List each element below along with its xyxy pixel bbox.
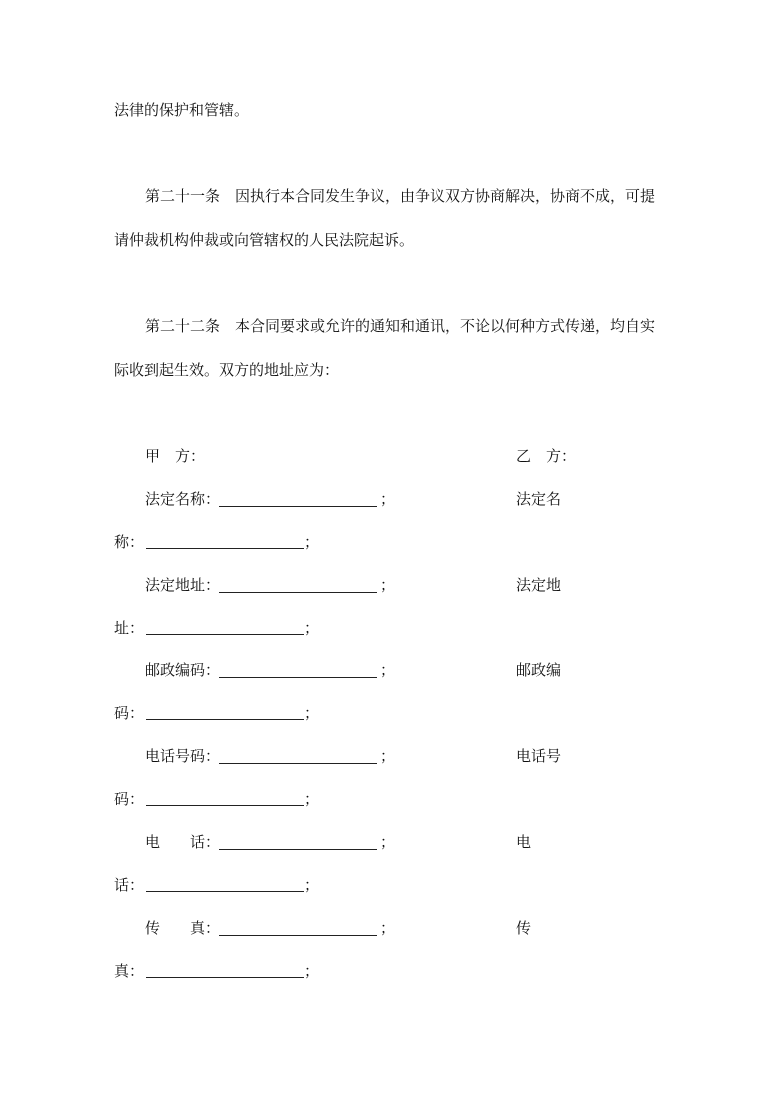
party-b-phone-number-label: 电话号 [516,747,562,765]
paragraph-continuation: 法律的保护和管辖。 [114,101,250,119]
party-b-legal-address-label: 法定地 [516,576,562,594]
semicolon: ； [380,490,396,508]
party-b-phone-number-blank[interactable] [146,805,304,806]
party-b-telephone-blank[interactable] [146,891,304,892]
party-a-fax-blank[interactable] [219,935,377,936]
party-a-fax-label: 传 真： [145,919,221,937]
party-a-postal-code-blank[interactable] [219,677,377,678]
party-b-legal-name-label-cont: 称： [114,533,145,551]
party-b-fax-label: 传 [516,919,532,937]
party-a-legal-address-label: 法定地址： [145,576,221,594]
party-a-legal-address-blank[interactable] [219,592,377,593]
semicolon: ； [380,576,396,594]
semicolon: ； [380,919,396,937]
party-a-telephone-blank[interactable] [219,849,377,850]
party-b-legal-address-label-cont: 址： [114,619,145,637]
party-b-title: 乙 方： [516,447,577,465]
party-a-legal-name-label: 法定名称： [145,490,221,508]
party-a-phone-number-label: 电话号码： [145,747,221,765]
party-b-legal-address-blank[interactable] [146,634,304,635]
article-21-line-1: 第二十一条 因执行本合同发生争议，由争议双方协商解决，协商不成，可提 [145,187,656,205]
semicolon: ； [304,533,320,551]
party-b-fax-blank[interactable] [146,977,304,978]
party-a-postal-code-label: 邮政编码： [145,661,221,679]
party-b-postal-code-blank[interactable] [146,719,304,720]
party-b-legal-name-label: 法定名 [516,490,562,508]
party-b-postal-code-label-cont: 码： [114,704,145,722]
article-21-line-2: 请仲裁机构仲裁或向管辖权的人民法院起诉。 [114,231,415,249]
semicolon: ； [304,704,320,722]
article-22-line-2: 际收到起生效。双方的地址应为： [114,361,340,379]
party-a-title: 甲 方： [145,447,206,465]
semicolon: ； [380,747,396,765]
party-b-telephone-label-cont: 话： [114,876,145,894]
semicolon: ； [304,876,320,894]
party-b-telephone-label: 电 [516,833,532,851]
party-b-phone-number-label-cont: 码： [114,790,145,808]
semicolon: ； [304,619,320,637]
semicolon: ； [380,661,396,679]
article-22-line-1: 第二十二条 本合同要求或允许的通知和通讯，不论以何种方式传递，均自实 [145,317,656,335]
party-b-fax-label-cont: 真： [114,962,145,980]
party-b-postal-code-label: 邮政编 [516,661,562,679]
party-a-telephone-label: 电 话： [145,833,221,851]
party-a-phone-number-blank[interactable] [219,763,377,764]
semicolon: ； [304,790,320,808]
party-b-legal-name-blank[interactable] [146,548,304,549]
semicolon: ； [380,833,396,851]
semicolon: ； [304,962,320,980]
party-a-legal-name-blank[interactable] [219,506,377,507]
